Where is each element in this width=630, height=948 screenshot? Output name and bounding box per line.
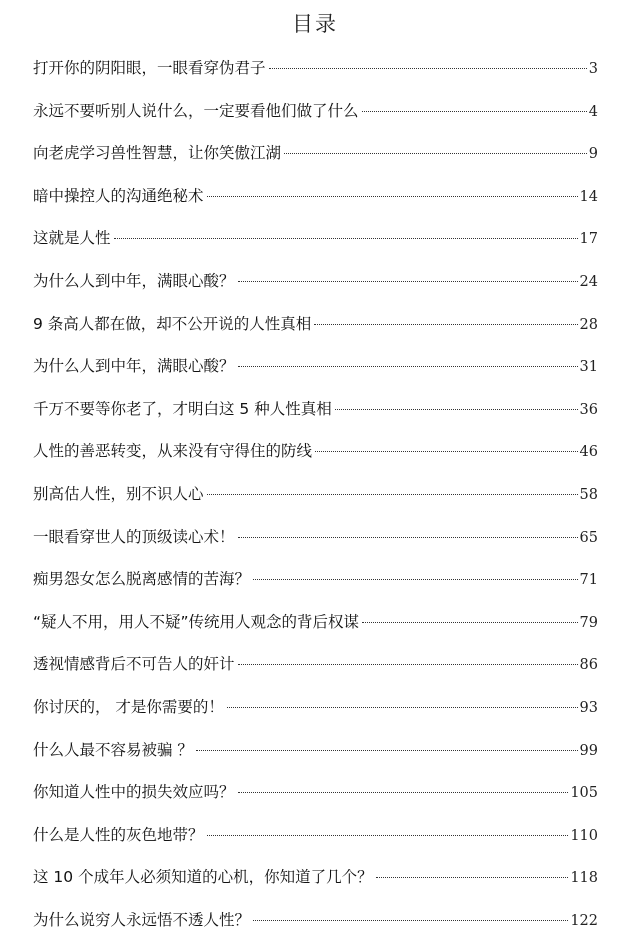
entry-page-number: 24 xyxy=(579,273,598,290)
entry-page-number: 79 xyxy=(579,614,598,631)
entry-page-number: 4 xyxy=(588,103,598,120)
dot-leader xyxy=(315,451,578,452)
dot-leader xyxy=(196,750,578,751)
toc-entry[interactable] xyxy=(33,437,598,480)
toc-entry[interactable] xyxy=(33,608,598,651)
entry-page-number: 46 xyxy=(579,444,598,461)
entry-title: 你讨厌的， 才是你需要的！ xyxy=(33,697,224,716)
dot-leader xyxy=(253,920,568,921)
entry-title: 人性的善恶转变，从来没有守得住的防线 xyxy=(33,442,313,461)
entry-page-number: 58 xyxy=(579,486,598,503)
toc-entry[interactable] xyxy=(33,523,598,566)
entry-page-number: 93 xyxy=(579,699,598,716)
dot-leader xyxy=(207,494,578,495)
entry-page-number: 9 xyxy=(588,146,598,163)
entry-page-number: 105 xyxy=(570,785,598,802)
entry-page-number: 86 xyxy=(579,657,598,674)
entry-page-number: 110 xyxy=(570,827,598,844)
entry-page-number: 28 xyxy=(579,316,598,333)
entry-page-number: 99 xyxy=(579,742,598,759)
dot-leader xyxy=(238,792,569,793)
dot-leader xyxy=(238,537,578,538)
entry-title: 透视情感背后不可告人的奸计 xyxy=(33,655,235,674)
toc-entry[interactable] xyxy=(33,565,598,608)
toc-entry[interactable] xyxy=(33,863,598,906)
entry-title: 暗中操控人的沟通绝秘术 xyxy=(33,186,204,205)
dot-leader xyxy=(253,579,578,580)
toc-entry[interactable] xyxy=(33,224,598,267)
dot-leader xyxy=(284,153,587,154)
toc-entry[interactable] xyxy=(33,54,598,97)
entry-title: 痴男怨女怎么脱离感情的苦海？ xyxy=(33,570,251,589)
dot-leader xyxy=(362,111,587,112)
toc-entry[interactable] xyxy=(33,310,598,353)
entry-title: 千万不要等你老了，才明白这 5 种人性真相 xyxy=(33,399,332,418)
toc-title: 目录 xyxy=(292,12,338,36)
entry-title: 这 10 个成年人必须知道的心机，你知道了几个？ xyxy=(33,868,373,887)
entry-title: 别高估人性，别不识人心 xyxy=(33,484,204,503)
entry-page-number: 65 xyxy=(579,529,598,546)
dot-leader xyxy=(238,366,578,367)
toc-entry[interactable] xyxy=(33,97,598,140)
entry-title: 一眼看穿世人的顶级读心术！ xyxy=(33,527,235,546)
entry-title: 什么是人性的灰色地带？ xyxy=(33,825,204,844)
entry-title: 你知道人性中的损失效应吗？ xyxy=(33,783,235,802)
entry-page-number: 14 xyxy=(579,188,598,205)
dot-leader xyxy=(376,877,569,878)
entry-page-number: 3 xyxy=(588,61,598,77)
entry-page-number: 17 xyxy=(579,231,598,248)
dot-leader xyxy=(207,196,578,197)
dot-leader xyxy=(227,707,578,708)
toc-entry[interactable] xyxy=(33,778,598,821)
toc-entry[interactable] xyxy=(33,182,598,225)
entry-title: “疑人不用，用人不疑”传统用人观念的背后权谋 xyxy=(33,612,360,631)
dot-leader xyxy=(238,281,578,282)
toc-entry[interactable] xyxy=(33,480,598,523)
dot-leader xyxy=(269,68,587,69)
toc-list xyxy=(33,54,598,948)
toc-entry[interactable] xyxy=(33,352,598,395)
entry-page-number: 71 xyxy=(579,572,598,589)
dot-leader xyxy=(314,324,577,325)
dot-leader xyxy=(362,622,577,623)
entry-title: 为什么说穷人永远悟不透人性？ xyxy=(33,910,251,929)
dot-leader xyxy=(335,409,578,410)
dot-leader xyxy=(207,835,569,836)
toc-entry[interactable] xyxy=(33,267,598,310)
entry-page-number: 36 xyxy=(579,401,598,418)
entry-title: 打开你的阴阳眼，一眼看穿伪君子 xyxy=(33,59,266,77)
entry-title: 为什么人到中年，满眼心酸？ xyxy=(33,271,235,290)
toc-entry[interactable] xyxy=(33,736,598,779)
entry-page-number: 118 xyxy=(570,870,598,887)
dot-leader xyxy=(238,664,578,665)
entry-title: 9 条高人都在做，却不公开说的人性真相 xyxy=(33,314,312,333)
entry-title: 这就是人性 xyxy=(33,229,111,248)
toc-entry[interactable] xyxy=(33,693,598,736)
entry-title: 什么人最不容易被骗 ？ xyxy=(33,740,193,759)
toc-entry[interactable] xyxy=(33,395,598,438)
dot-leader xyxy=(114,238,578,239)
entry-page-number: 31 xyxy=(579,359,598,376)
toc-entry[interactable] xyxy=(33,906,598,948)
toc-entry[interactable] xyxy=(33,650,598,693)
entry-title: 为什么人到中年，满眼心酸？ xyxy=(33,357,235,376)
entry-page-number: 122 xyxy=(570,912,598,929)
toc-entry[interactable] xyxy=(33,821,598,864)
toc-entry[interactable] xyxy=(33,139,598,182)
entry-title: 向老虎学习兽性智慧，让你笑傲江湖 xyxy=(33,144,282,163)
entry-title: 永远不要听别人说什么，一定要看他们做了什么 xyxy=(33,101,359,120)
